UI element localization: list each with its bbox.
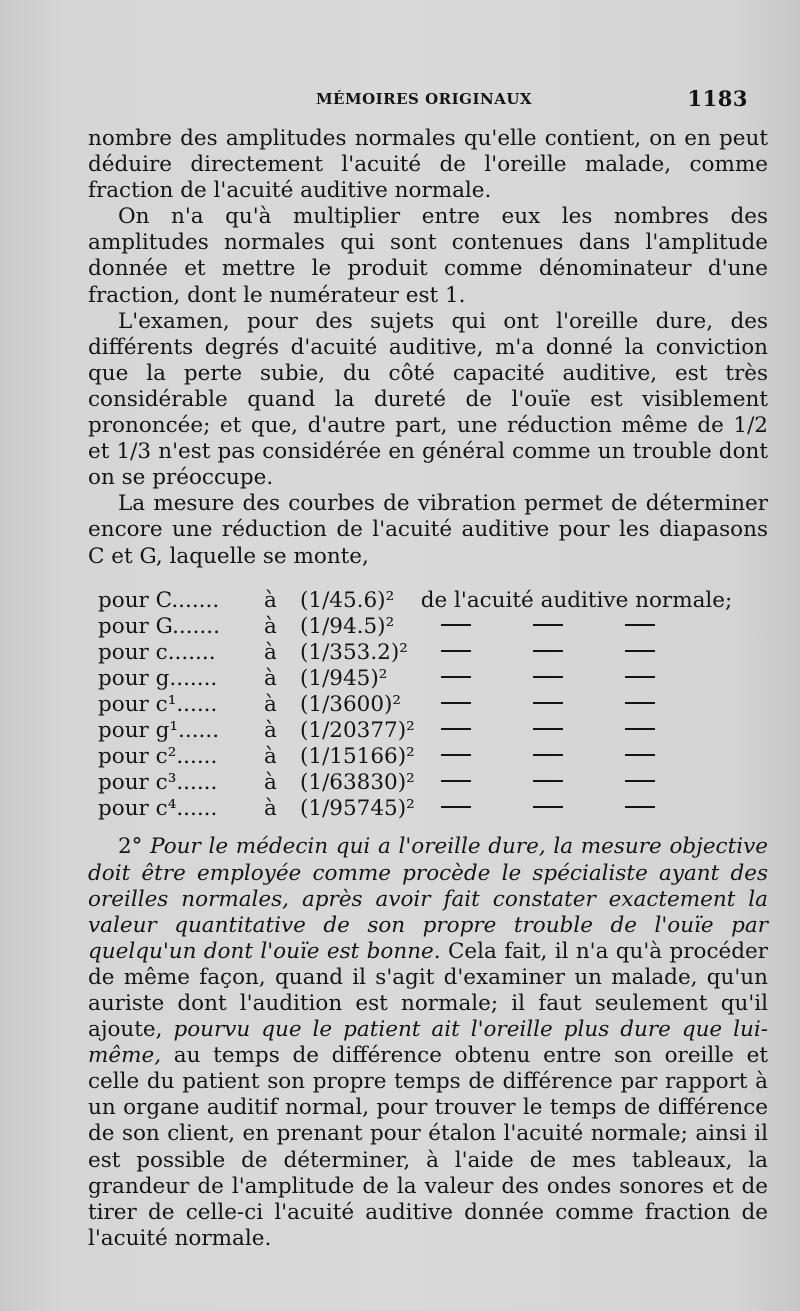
row-preposition: à bbox=[264, 770, 277, 796]
paragraph: La mesure des courbes de vibration permet de déterminer encore une réduction de l'acuité auditive pour les diapasons C et G, laquelle se monte, bbox=[88, 491, 768, 569]
ditto-dash bbox=[533, 718, 625, 744]
row-preposition: à bbox=[264, 587, 277, 613]
paragraph-objective-measure bbox=[88, 834, 768, 1252]
row-preposition: à bbox=[264, 665, 277, 691]
page-body bbox=[88, 126, 768, 1252]
ditto-dash bbox=[625, 770, 717, 796]
ditto-dash bbox=[441, 640, 533, 666]
running-header bbox=[88, 86, 760, 116]
acuity-row bbox=[98, 666, 732, 692]
row-value: (1/45.6)² bbox=[300, 587, 395, 613]
ditto-dash bbox=[441, 692, 533, 718]
ditto-dash bbox=[625, 614, 717, 640]
ditto-marks bbox=[415, 718, 733, 744]
italic-passage: Pour le médecin qui a l'oreille dure, la mesure objective doit être employée comme procède le spécialiste ayant des oreilles normales, après avoir fait constater exactement la valeur quantitative de son propre trouble de l'ouïe par quelqu'un dont l'ouïe est bonne. bbox=[88, 834, 768, 964]
ditto-dash bbox=[533, 796, 625, 822]
row-preposition: à bbox=[264, 639, 277, 665]
row-preposition: à bbox=[264, 796, 277, 822]
ditto-dash bbox=[533, 770, 625, 796]
ditto-dash bbox=[441, 718, 533, 744]
ditto-dash bbox=[441, 796, 533, 822]
ditto-dash bbox=[533, 666, 625, 692]
paragraph: On n'a qu'à multiplier entre eux les nombres des amplitudes normales qui sont contenues dans l'amplitude donnée et mettre le produit comme dénominateur d'une fraction, dont le numérateur est 1. bbox=[88, 204, 768, 308]
ditto-marks bbox=[415, 744, 733, 770]
row-preposition: à bbox=[264, 691, 277, 717]
ditto-marks bbox=[415, 770, 733, 796]
acuity-table bbox=[98, 588, 732, 823]
row-label: pour c³...... bbox=[98, 770, 218, 796]
row-value: (1/63830)² bbox=[300, 770, 415, 796]
ditto-marks bbox=[415, 666, 733, 692]
ditto-marks bbox=[415, 614, 733, 640]
row-value: (1/353.2)² bbox=[300, 639, 408, 665]
paragraph-number: 2° bbox=[118, 834, 143, 860]
ditto-marks bbox=[415, 692, 733, 718]
row-value: (1/15166)² bbox=[300, 744, 415, 770]
ditto-dash bbox=[533, 614, 625, 640]
paragraph-continued: nombre des amplitudes normales qu'elle contient, on en peut déduire directement l'acuité de l'oreille malade, comme fraction de l'acuité auditive normale. bbox=[88, 126, 768, 204]
acuity-row bbox=[98, 718, 732, 744]
acuity-row bbox=[98, 692, 732, 718]
row-label: pour c²...... bbox=[98, 744, 218, 770]
row-value: (1/3600)² bbox=[300, 691, 402, 717]
ditto-dash bbox=[625, 692, 717, 718]
row-value: (1/94.5)² bbox=[300, 613, 395, 639]
row-label: pour g....... bbox=[98, 665, 218, 691]
italic-passage: pourvu que le patient ait l'oreille plus dure que lui-même, bbox=[88, 1017, 768, 1069]
ditto-dash bbox=[533, 692, 625, 718]
acuity-row bbox=[98, 614, 732, 640]
ditto-dash bbox=[533, 640, 625, 666]
row-label: pour G....... bbox=[98, 613, 220, 639]
row-label: pour c⁴...... bbox=[98, 796, 218, 822]
ditto-dash bbox=[625, 640, 717, 666]
ditto-dash bbox=[625, 666, 717, 692]
ditto-dash bbox=[441, 770, 533, 796]
ditto-dash bbox=[533, 744, 625, 770]
row-label: pour c¹...... bbox=[98, 691, 218, 717]
running-title: MÉMOIRES ORIGINAUX bbox=[315, 90, 533, 108]
text-passage: au temps de différence obtenu entre son oreille et celle du patient son propre temps de différence par rapport à un organe auditif normal, pour trouver le temps de différence de son client, en prenant pour étalon l'acuité normale; ainsi il est possible de déterminer, à l'aide de mes tableaux, la grandeur de l'amplitude de la valeur des ondes sonores et de tirer de celle-ci l'acuité auditive donnée comme fraction de l'acuité normale. bbox=[88, 1043, 768, 1251]
ditto-marks bbox=[415, 796, 733, 822]
row-preposition: à bbox=[264, 613, 277, 639]
ditto-marks bbox=[415, 640, 733, 666]
ditto-dash bbox=[441, 614, 533, 640]
row-label: pour c....... bbox=[98, 639, 216, 665]
row-preposition: à bbox=[264, 718, 277, 744]
row-label: pour g¹...... bbox=[98, 718, 220, 744]
acuity-row bbox=[98, 744, 732, 770]
row-suffix: de l'acuité auditive normale; bbox=[420, 587, 733, 613]
row-value: (1/20377)² bbox=[300, 718, 415, 744]
acuity-row bbox=[98, 640, 732, 666]
row-preposition: à bbox=[264, 744, 277, 770]
row-value: (1/945)² bbox=[300, 665, 388, 691]
page-number: 1183 bbox=[687, 86, 748, 111]
ditto-dash bbox=[441, 744, 533, 770]
row-value: (1/95745)² bbox=[300, 796, 415, 822]
ditto-dash bbox=[625, 718, 717, 744]
row-label: pour C....... bbox=[98, 587, 220, 613]
acuity-row bbox=[98, 770, 732, 796]
paragraph: L'examen, pour des sujets qui ont l'oreille dure, des différents degrés d'acuité auditive, m'a donné la conviction que la perte subie, du côté capacité auditive, est très considérable quand la dureté de l'ouïe est visiblement prononcée; et que, d'autre part, une réduction même de 1/2 et 1/3 n'est pas considérée en général comme un trouble dont on se préoccupe. bbox=[88, 308, 768, 491]
acuity-row bbox=[98, 588, 732, 614]
acuity-row bbox=[98, 796, 732, 822]
text-passage: Cela fait, il n'a qu'à procéder de même façon, quand il s'agit d'examiner un malade, qu'un auriste dont l'audition est normale; il faut seulement qu'il ajoute, bbox=[88, 938, 768, 1043]
ditto-dash bbox=[625, 744, 717, 770]
ditto-dash bbox=[441, 666, 533, 692]
ditto-dash bbox=[625, 796, 717, 822]
